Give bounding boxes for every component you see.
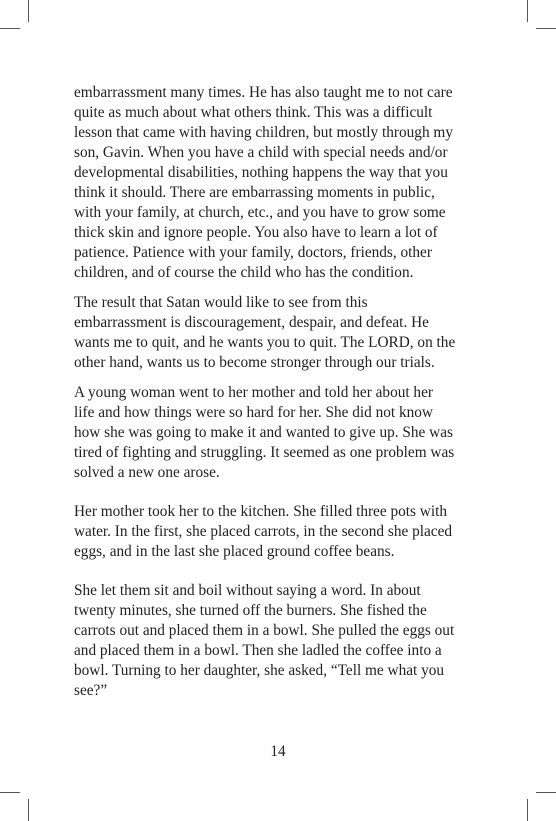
page-number: 14	[270, 743, 286, 760]
text-line: quite as much about what others think. This was a difficult	[74, 104, 433, 121]
text-line: carrots out and placed them in a bowl. She pulled the eggs out	[74, 622, 455, 639]
crop-mark-top-right-horizontal	[536, 28, 556, 29]
text-line: life and how things were so hard for her. She did not know	[74, 404, 433, 421]
text-line: wants me to quit, and he wants you to quit. The LORD, on the	[74, 334, 456, 351]
text-line: twenty minutes, she turned off the burners. She fished the	[74, 602, 427, 619]
text-line: how she was going to make it and wanted to give up. She was	[74, 424, 453, 441]
paragraph-1	[74, 83, 484, 283]
text-line: other hand, wants us to become stronger through our trials.	[74, 354, 435, 371]
text-line: and placed them in a bowl. Then she ladled the coffee into a	[74, 642, 442, 659]
crop-mark-top-left-vertical	[28, 0, 29, 22]
text-line: tired of fighting and struggling. It seemed as one problem was	[74, 444, 455, 461]
text-line: eggs, and in the last she placed ground coffee beans.	[74, 543, 395, 560]
text-line: water. In the first, she placed carrots, in the second she placed	[74, 523, 453, 540]
body-text	[74, 83, 484, 701]
text-line: thick skin and ignore people. You also have to learn a lot of	[74, 224, 438, 241]
text-line: A young woman went to her mother and told her about her	[74, 384, 433, 401]
crop-mark-top-left-horizontal	[0, 28, 20, 29]
text-line: developmental disabilities, nothing happens the way that you	[74, 164, 448, 181]
text-line: children, and of course the child who has the condition.	[74, 264, 414, 281]
crop-mark-top-right-vertical	[527, 0, 528, 22]
text-line: with your family, at church, etc., and you have to grow some	[74, 204, 446, 221]
crop-mark-bottom-left-vertical	[28, 799, 29, 821]
paragraph-5	[74, 581, 484, 701]
text-line: She let them sit and boil without saying a word. In about	[74, 582, 421, 599]
text-line: embarrassment many times. He has also taught me to not care	[74, 84, 453, 101]
text-line: The result that Satan would like to see from this	[74, 294, 368, 311]
text-line: solved a new one arose.	[74, 464, 220, 481]
text-line: bowl. Turning to her daughter, she asked, “Tell me what you	[74, 662, 445, 679]
paragraph-4	[74, 502, 484, 562]
crop-mark-bottom-right-horizontal	[536, 792, 556, 793]
text-line: Her mother took her to the kitchen. She filled three pots with	[74, 503, 447, 520]
paragraph-3	[74, 383, 484, 483]
crop-mark-bottom-left-horizontal	[0, 792, 20, 793]
text-line: think it should. There are embarrassing moments in public,	[74, 184, 435, 201]
text-line: son, Gavin. When you have a child with special needs and/or	[74, 144, 448, 161]
text-line: patience. Patience with your family, doctors, friends, other	[74, 244, 432, 261]
paragraph-2	[74, 293, 484, 373]
crop-mark-bottom-right-vertical	[527, 799, 528, 821]
text-line: embarrassment is discouragement, despair, and defeat. He	[74, 314, 429, 331]
text-line: see?”	[74, 682, 108, 699]
text-line: lesson that came with having children, but mostly through my	[74, 124, 453, 141]
